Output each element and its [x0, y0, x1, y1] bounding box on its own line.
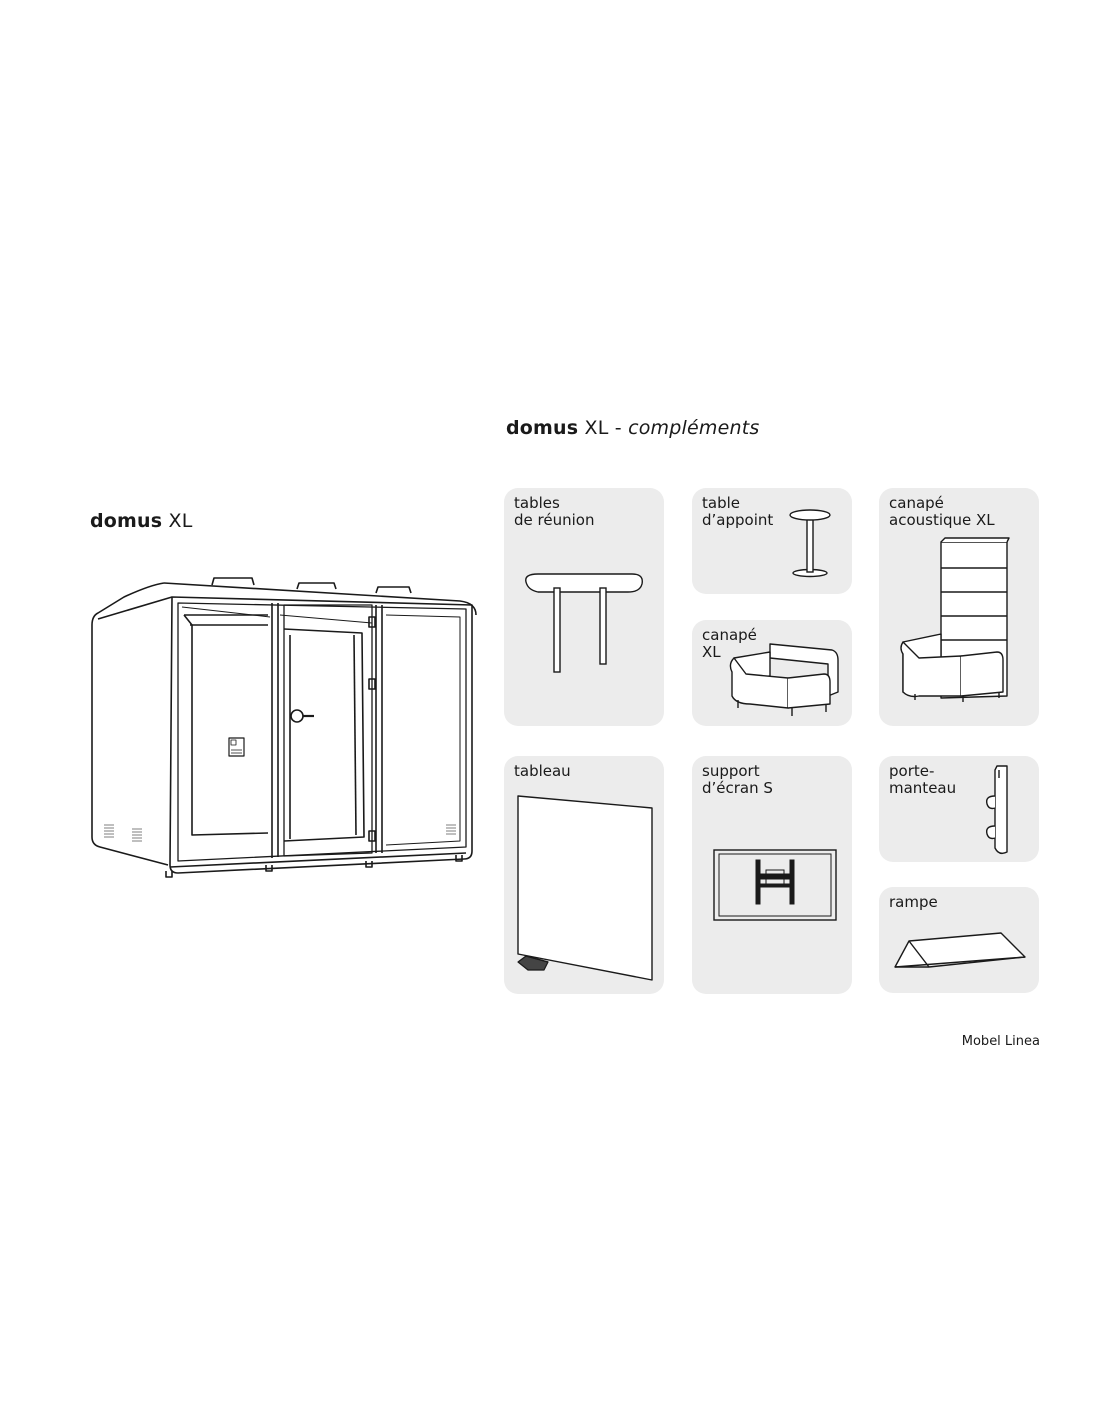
main-title: domus XL — [90, 510, 193, 532]
card-label: support d’écran S — [702, 762, 773, 797]
card-screen-mount[interactable] — [692, 756, 852, 994]
section-title: domus XL - compléments — [506, 417, 760, 439]
card-side-table[interactable] — [692, 488, 852, 594]
card-label: tableau — [514, 762, 571, 780]
card-coat-hanger[interactable] — [879, 756, 1039, 862]
whiteboard-icon — [504, 756, 664, 994]
card-label: canapé XL — [702, 626, 757, 661]
card-sofa-xl[interactable] — [692, 620, 852, 726]
card-label: rampe — [889, 893, 938, 911]
footer-brand: Mobel Linea — [961, 1034, 1040, 1049]
domus-booth-illustration — [84, 575, 484, 885]
card-whiteboard[interactable] — [504, 756, 664, 994]
card-label: table d’appoint — [702, 494, 774, 529]
card-ramp[interactable] — [879, 887, 1039, 993]
card-meeting-tables[interactable] — [504, 488, 664, 726]
card-acoustic-sofa[interactable] — [879, 488, 1039, 726]
card-label: porte- manteau — [889, 762, 957, 797]
card-label: canapé acoustique XL — [889, 494, 995, 529]
card-label: tables de réunion — [514, 494, 595, 529]
